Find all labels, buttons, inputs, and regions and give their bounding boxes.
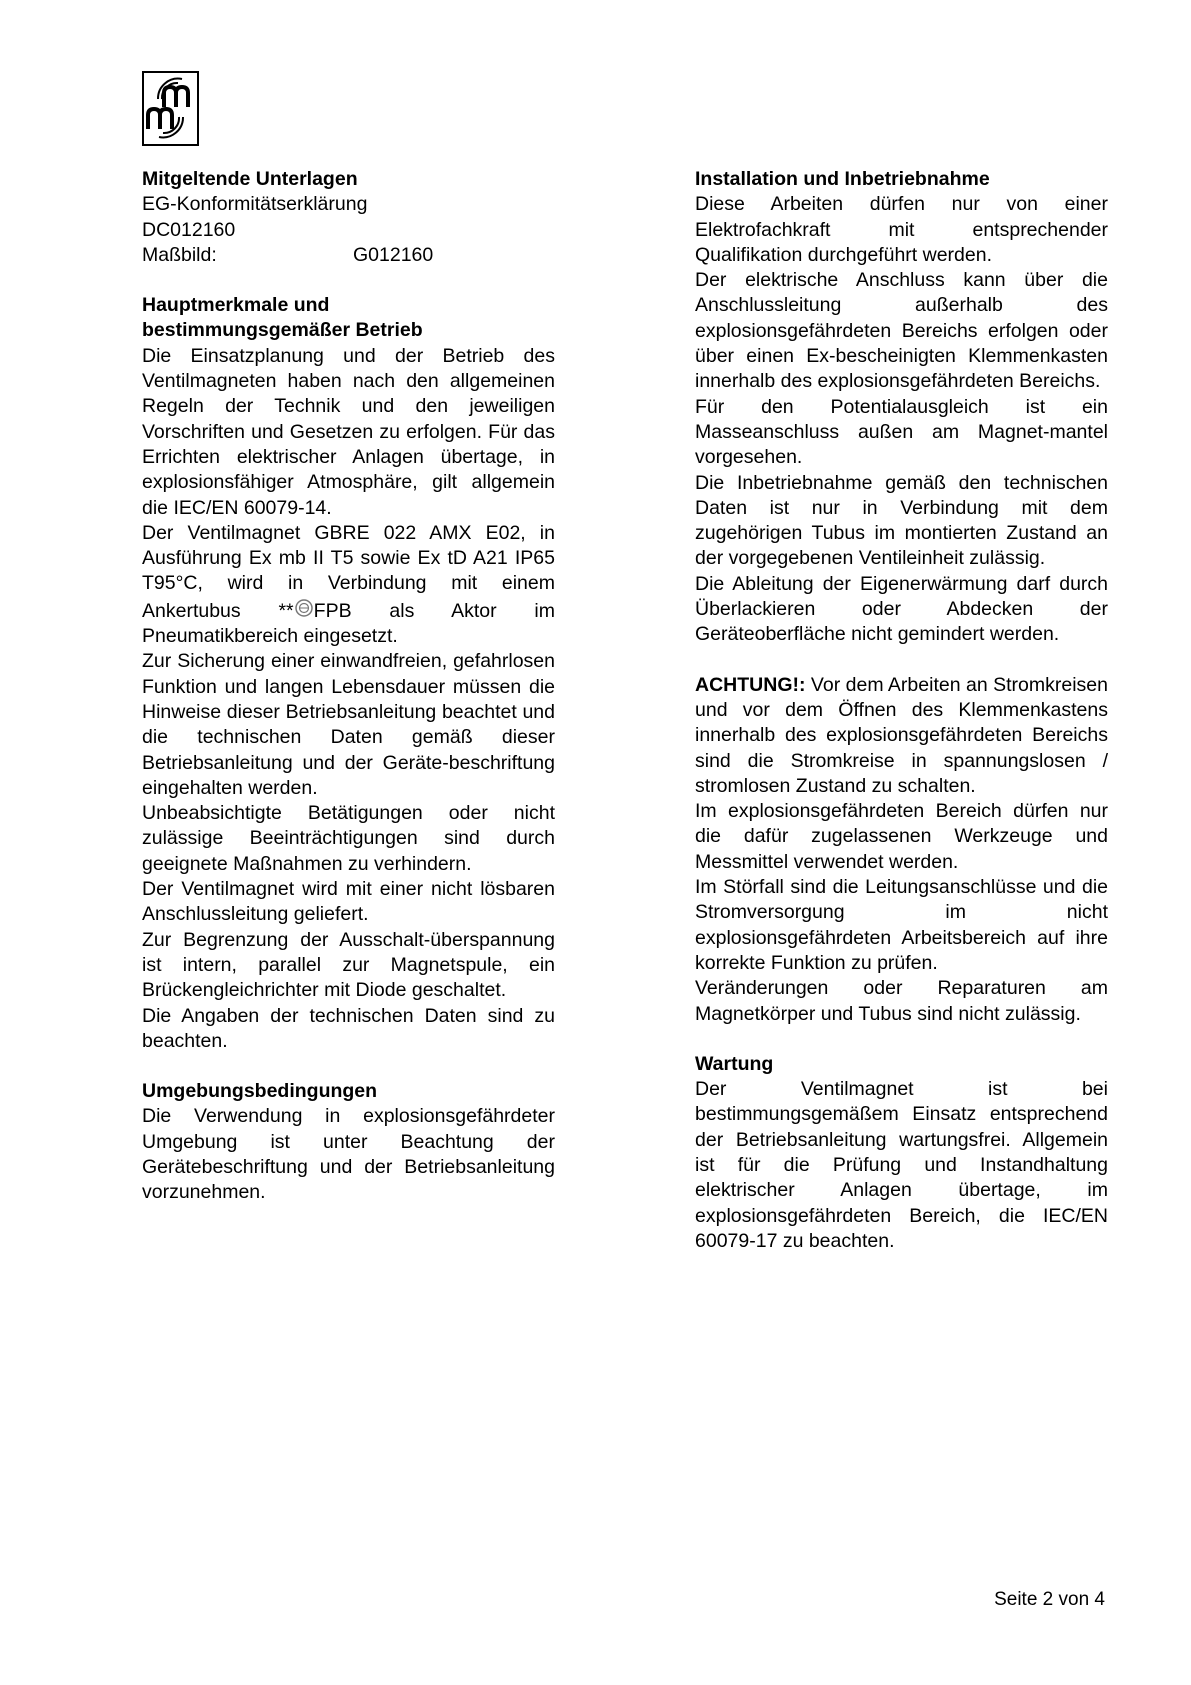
warning-label: ACHTUNG!: xyxy=(695,673,806,696)
paragraph: Die Verwendung in explosionsgefährdeter Umgebung ist unter Beachtung der Gerätebeschriftung und der Betriebsanleitung vorzunehmen. xyxy=(142,1105,555,1204)
paragraph: Der Ventilmagnet wird mit einer nicht lösbaren Anschlussleitung geliefert. xyxy=(142,878,555,926)
warning-text: Vor dem Arbeiten an Stromkreisen und vor dem Öffnen des Klemmenkastens innerhalb des explosionsgefährdeten Bereichs sind die Stromkreise in spannungslosen / stromlosen Zustand zu schalten. xyxy=(695,673,1108,797)
warning-paragraph xyxy=(695,673,1108,799)
right-column xyxy=(695,167,1108,1254)
paragraph-text: FPB als Aktor im Pneumatikbereich eingesetzt. xyxy=(142,599,555,648)
drawing-label: Maßbild: xyxy=(142,243,217,266)
paragraph: Die Angaben der technischen Daten sind zu beachten. xyxy=(142,1004,555,1052)
left-column xyxy=(142,167,555,1206)
paragraph: Im explosionsgefährdeten Bereich dürfen nur die dafür zugelassenen Werkzeuge und Messmittel verwendet werden. xyxy=(695,800,1108,873)
section-heading: bestimmungsgemäßer Betrieb xyxy=(142,319,423,342)
paragraph: Zur Begrenzung der Ausschalt-überspannung ist intern, parallel zur Magnetspule, ein Brückengleichrichter mit Diode geschaltet. xyxy=(142,928,555,1002)
drawing-reference xyxy=(142,243,555,268)
paragraph: Im Störfall sind die Leitungsanschlüsse und die Stromversorgung im nicht explosionsgefährdeten Arbeitsbereich auf ihre korrekte Funktion zu prüfen. xyxy=(695,876,1108,974)
paragraph: Der Ventilmagnet ist bei bestimmungsgemäßem Einsatz entsprechend der Betriebsanleitung wartungsfrei. Allgemein ist für die Prüfung und Instandhaltung elektrischer Anlagen übertage, im explosionsgefährdeten Bereich, die IEC/EN 60079-17 zu beachten. xyxy=(695,1078,1108,1252)
page-number: Seite 2 von 4 xyxy=(994,1589,1105,1610)
paragraph xyxy=(142,521,555,649)
paragraph-text: Der Ventilmagnet GBRE 022 AMX E02, in Ausführung Ex mb II T5 sowie Ex tD A21 IP65 T95°C, wird in Verbindung mit einem Ankertubus ** xyxy=(142,521,555,622)
paragraph: Die Einsatzplanung und der Betrieb des Ventilmagneten haben nach den allgemeinen Regeln der Technik und den jeweiligen Vorschriften und Gesetzen zu erfolgen. Für das Errichten elektrischer Anlagen übertage, in explosionsfähiger Atmosphäre, gilt allgemein die IEC/EN 60079-14. xyxy=(142,344,555,519)
section-heading: Wartung xyxy=(695,1052,774,1075)
paragraph: Diese Arbeiten dürfen nur von einer Elektrofachkraft mit entsprechender Qualifikation durchgeführt werden. xyxy=(695,193,1108,266)
text-line: EG-Konformitätserklärung xyxy=(142,193,368,216)
paragraph: Die Inbetriebnahme gemäß den technischen Daten ist nur in Verbindung mit dem zugehörigen Tubus im montierten Zustand an der vorgegebenen Ventileinheit zulässig. xyxy=(695,471,1108,570)
paragraph: Für den Potentialausgleich ist ein Masseanschluss außen am Magnet-mantel vorgesehen. xyxy=(695,395,1108,469)
section-heading: Umgebungsbedingungen xyxy=(142,1080,378,1103)
section-heading: Hauptmerkmale und xyxy=(142,294,330,317)
drawing-number: G012160 xyxy=(353,243,434,266)
section-heading: Mitgeltende Unterlagen xyxy=(142,168,358,190)
text-line: DC012160 xyxy=(142,218,236,241)
paragraph: Unbeabsichtigte Betätigungen oder nicht zulässige Beeinträchtigungen sind durch geeignete Maßnahmen zu verhindern. xyxy=(142,802,555,875)
company-logo-small-icon xyxy=(294,597,314,619)
paragraph: Zur Sicherung einer einwandfreien, gefahrlosen Funktion und langen Lebensdauer müssen die Hinweise dieser Betriebsanleitung beachtet und die technischen Daten gemäß dieser Betriebsanleitung und der Geräte-beschriftung eingehalten werden. xyxy=(142,650,555,799)
section-heading: Installation und Inbetriebnahme xyxy=(695,168,990,190)
paragraph: Der elektrische Anschluss kann über die Anschlussleitung außerhalb des explosionsgefährdeten Bereichs erfolgen oder über einen Ex-bescheinigten Klemmenkasten innerhalb des explosionsgefährdeten Bereichs. xyxy=(695,269,1108,393)
paragraph: Veränderungen oder Reparaturen am Magnetkörper und Tubus sind nicht zulässig. xyxy=(695,977,1108,1025)
company-logo xyxy=(142,71,199,146)
paragraph: Die Ableitung der Eigenerwärmung darf durch Überlackieren oder Abdecken der Geräteoberfläche nicht gemindert werden. xyxy=(695,572,1108,646)
